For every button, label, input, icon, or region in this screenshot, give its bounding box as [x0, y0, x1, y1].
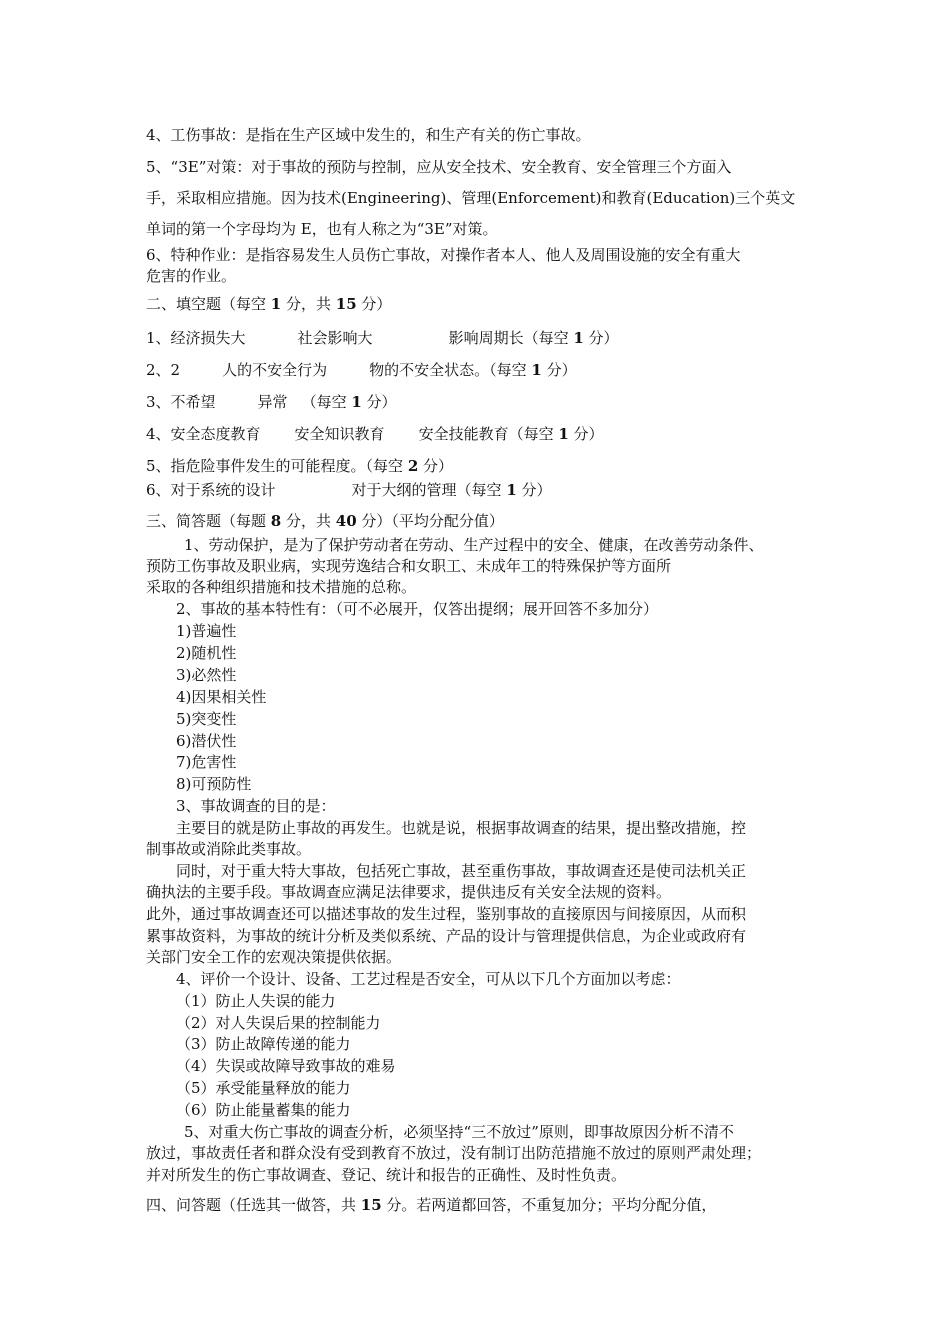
answer-2-item: 3)必然性 — [176, 666, 237, 684]
fill-answer-5: 5、指危险事件发生的可能程度。（每空 2 分） — [146, 457, 454, 475]
fill-answer-1: 1、经济损失大 社会影响大 影响周期长（每空 1 分） — [146, 329, 619, 347]
definition-item-5-line-1: 5、“3E”对策：对于事故的预防与控制，应从安全技术、安全教育、安全管理三个方面入 — [146, 158, 732, 176]
answer-4-item: （3）防止故障传递的能力 — [176, 1035, 351, 1053]
answer-1-line-1: 1、劳动保护，是为了保护劳动者在劳动、生产过程中的安全、健康，在改善劳动条件、 — [184, 536, 764, 554]
answer-3-para-2-line-1: 同时，对于重大特大事故，包括死亡事故，甚至重伤事故，事故调查还是使司法机关正 — [176, 862, 747, 880]
definition-item-5-line-2: 手，采取相应措施。因为技术(Engineering)、管理(Enforcement)和教育(Education)三个英文 — [146, 189, 796, 207]
answer-1-line-2: 预防工伤事故及职业病，实现劳逸结合和女职工、未成年工的特殊保护等方面所 — [146, 557, 672, 575]
answer-3-para-3-line-1: 此外，通过事故调查还可以描述事故的发生过程，鉴别事故的直接原因与间接原因，从而积 — [146, 905, 747, 923]
answer-4-item: （6）防止能量蓄集的能力 — [176, 1101, 351, 1119]
section-three-heading: 三、简答题（每题 8 分，共 40 分）（平均分配分值） — [146, 512, 504, 530]
answer-2-item: 4)因果相关性 — [176, 688, 267, 706]
answer-2-item: 1)普遍性 — [176, 622, 237, 640]
answer-5-line-2: 放过，事故责任者和群众没有受到教育不放过，没有制订出防范措施不放过的原则严肃处理； — [146, 1144, 762, 1162]
answer-4-item: （2）对人失误后果的控制能力 — [176, 1014, 381, 1032]
fill-answer-3: 3、不希望 异常 （每空 1 分） — [146, 393, 397, 411]
answer-2-item: 6)潜伏性 — [176, 732, 237, 750]
answer-3-para-1-line-2: 制事故或消除此类事故。 — [146, 840, 312, 858]
answer-3-intro: 3、事故调查的目的是： — [176, 797, 336, 815]
answer-5-line-1: 5、对重大伤亡事故的调查分析，必须坚持“三不放过”原则，即事故原因分析不清不 — [184, 1123, 734, 1141]
answer-3-para-3-line-3: 关部门安全工作的宏观决策提供依据。 — [146, 948, 402, 966]
fill-answer-6: 6、对于系统的设计 对于大纲的管理（每空 1 分） — [146, 481, 552, 499]
answer-5-line-3: 并对所发生的伤亡事故调查、登记、统计和报告的正确性、及时性负责。 — [146, 1166, 627, 1184]
section-two-heading: 二、填空题（每空 1 分，共 15 分） — [146, 295, 392, 313]
definition-item-5-line-3: 单词的第一个字母均为 E，也有人称之为“3E”对策。 — [146, 220, 498, 238]
answer-3-para-1-line-1: 主要目的就是防止事故的再发生。也就是说，根据事故调查的结果，提出整改措施，控 — [176, 819, 747, 837]
answer-2-item: 5)突变性 — [176, 710, 237, 728]
answer-2-item: 2)随机性 — [176, 644, 237, 662]
answer-4-intro: 4、评价一个设计、设备、工艺过程是否安全，可从以下几个方面加以考虑： — [176, 970, 681, 988]
answer-2-intro: 2、事故的基本特性有：（可不必展开，仅答出提纲；展开回答不多加分） — [176, 600, 659, 618]
answer-4-item: （4）失误或故障导致事故的难易 — [176, 1057, 396, 1075]
fill-answer-4: 4、安全态度教育 安全知识教育 安全技能教育（每空 1 分） — [146, 425, 604, 443]
definition-item-6-line-2: 危害的作业。 — [146, 267, 237, 285]
section-four-heading: 四、问答题（任选其一做答，共 15 分。若两道都回答，不重复加分；平均分配分值， — [146, 1196, 717, 1214]
answer-2-item: 7)危害性 — [176, 753, 237, 771]
answer-4-item: （1）防止人失误的能力 — [176, 992, 336, 1010]
answer-3-para-2-line-2: 确执法的主要手段。事故调查应满足法律要求，提供违反有关安全法规的资料。 — [146, 883, 672, 901]
answer-3-para-3-line-2: 累事故资料，为事故的统计分析及类似系统、产品的设计与管理提供信息，为企业或政府有 — [146, 927, 747, 945]
fill-answer-2: 2、2 人的不安全行为 物的不安全状态。（每空 1 分） — [146, 361, 577, 379]
answer-4-item: （5）承受能量释放的能力 — [176, 1079, 351, 1097]
answer-1-line-3: 采取的各种组织措施和技术措施的总称。 — [146, 578, 417, 596]
definition-item-6-line-1: 6、特种作业：是指容易发生人员伤亡事故，对操作者本人、他人及周围设施的安全有重大 — [146, 246, 741, 264]
answer-2-item: 8)可预防性 — [176, 775, 252, 793]
definition-item-4: 4、工伤事故：是指在生产区域中发生的，和生产有关的伤亡事故。 — [146, 126, 591, 144]
